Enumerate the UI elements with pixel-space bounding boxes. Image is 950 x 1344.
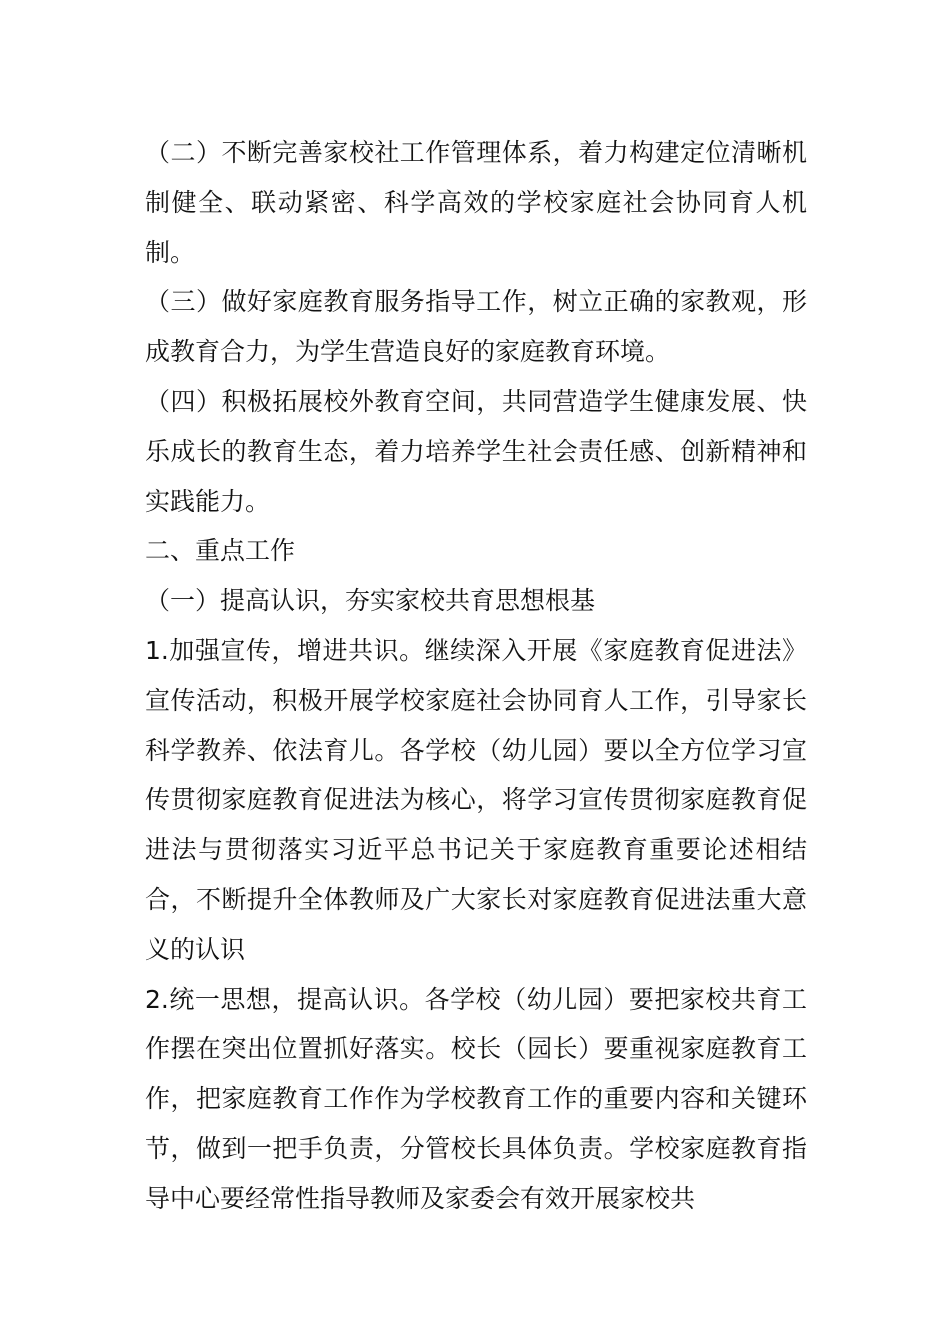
paragraph-item-1: 1.加强宣传，增进共识。继续深入开展《家庭教育促进法》宣传活动，积极开展学校家庭社会协同育人工作，引导家长科学教养、依法育儿。各学校（幼儿园）要以全方位学习宣传贯彻家庭教育促进法为核心，将学习宣传贯彻家庭教育促进法与贯彻落实习近平总书记关于家庭教育重要论述相结合，不断提升全体教师及广大家长对家庭教育促进法重大意义的认识 <box>145 635 807 964</box>
paragraph-item-2: 2.统一思想，提高认识。各学校（幼儿园）要把家校共育工作摆在突出位置抓好落实。校长（园长）要重视家庭教育工作，把家庭教育工作作为学校教育工作的重要内容和关键环节，做到一把手负责，分管校长具体负责。学校家庭教育指导中心要经常性指导教师及家委会有效开展家校共 <box>145 984 807 1213</box>
paragraph-goal-4: （四）积极拓展校外教育空间，共同营造学生健康发展、快乐成长的教育生态，着力培养学生社会责任感、创新精神和实践能力。 <box>145 386 807 516</box>
paragraph-goal-2: （二）不断完善家校社工作管理体系，着力构建定位清晰机制健全、联动紧密、科学高效的学校家庭社会协同育人机制。 <box>145 138 807 267</box>
subsection-heading: （一）提高认识，夯实家校共育思想根基 <box>145 586 596 616</box>
section-heading: 二、重点工作 <box>145 536 296 566</box>
document-body <box>145 128 807 1224</box>
paragraph-goal-3: （三）做好家庭教育服务指导工作，树立正确的家教观，形成教育合力，为学生营造良好的家庭教育环境。 <box>145 287 807 367</box>
